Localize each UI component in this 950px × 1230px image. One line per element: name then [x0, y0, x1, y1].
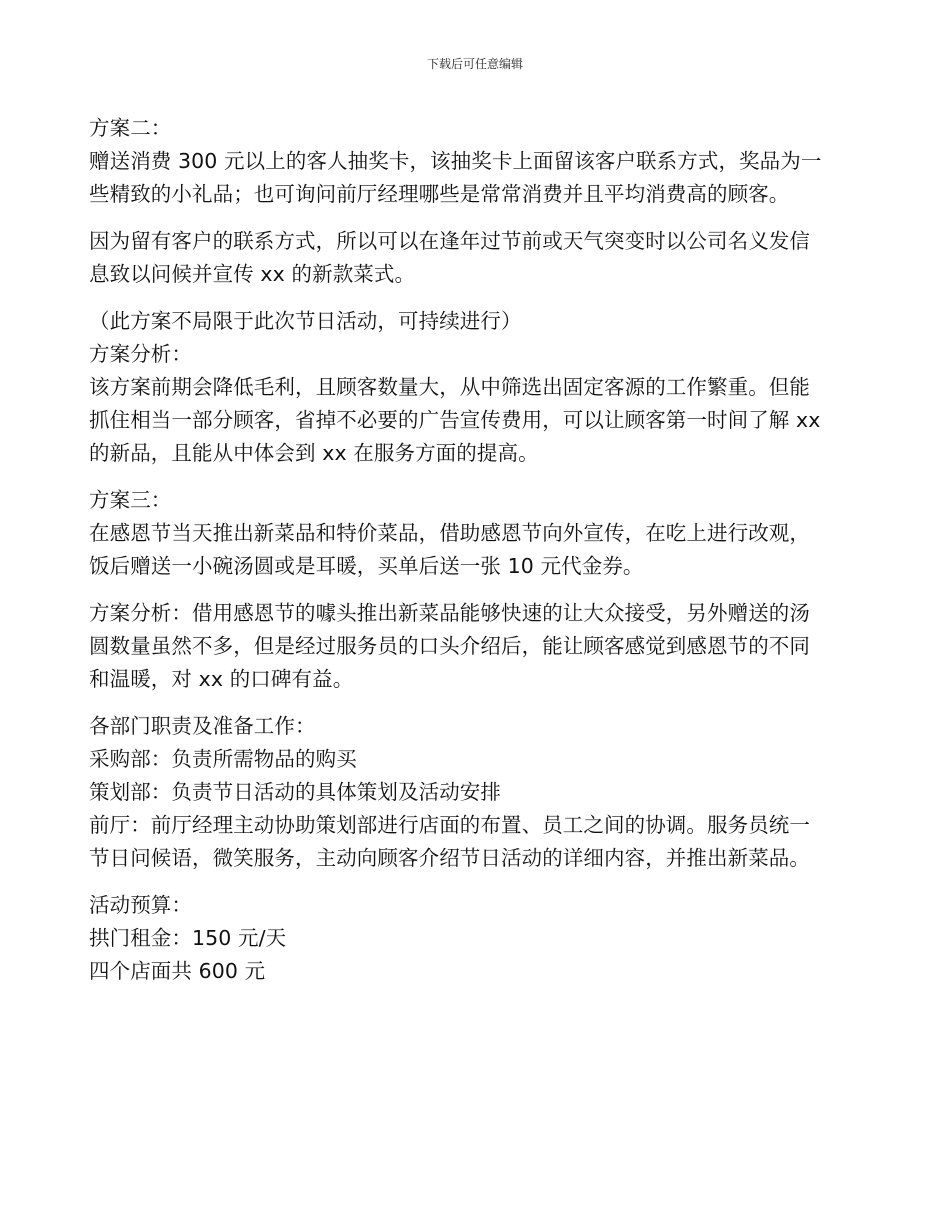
paragraph-contact-follow-up [89, 225, 859, 291]
paragraph-plan-three-analysis [89, 597, 859, 696]
paragraph-plan-three [89, 484, 859, 583]
text-line: 因为留有客户的联系方式，所以可以在逢年过节前或天气突变时以公司名义发信 [89, 229, 810, 253]
text-line: 的新品，且能从中体会到 xx 在服务方面的提高。 [89, 441, 539, 465]
text-line: 四个店面共 600 元 [89, 959, 266, 983]
text-line: 些精致的小礼品；也可询问前厅经理哪些是常常消费并且平均消费高的顾客。 [89, 182, 790, 206]
text-line: 策划部：负责节日活动的具体策划及活动安排 [89, 780, 501, 804]
text-line: 方案分析：借用感恩节的噱头推出新菜品能够快速的让大众接受，另外赠送的汤 [89, 601, 810, 625]
text-line: 活动预算： [89, 893, 192, 917]
text-line: 方案三： [89, 488, 172, 512]
text-line: （此方案不局限于此次节日活动，可持续进行） [89, 309, 522, 333]
text-line: 抓住相当一部分顾客，省掉不必要的广告宣传费用，可以让顾客第一时间了解 xx [89, 408, 821, 432]
text-line: 各部门职责及准备工作： [89, 714, 316, 738]
paragraph-activity-budget [89, 889, 859, 988]
paragraph-plan-two-analysis [89, 305, 859, 470]
document-body [89, 112, 859, 988]
text-line: 拱门租金：150 元/天 [89, 926, 287, 950]
text-line: 节日问候语，微笑服务，主动向顾客介绍节日活动的详细内容，并推出新菜品。 [89, 846, 810, 870]
text-line: 前厅：前厅经理主动协助策划部进行店面的布置、员工之间的协调。服务员统一 [89, 813, 810, 837]
paragraph-department-duties [89, 710, 859, 875]
text-line: 息致以问候并宣传 xx 的新款菜式。 [89, 262, 416, 286]
text-line: 和温暖，对 xx 的口碑有益。 [89, 667, 354, 691]
text-line: 采购部：负责所需物品的购买 [89, 747, 357, 771]
text-line: 饭后赠送一小碗汤圆或是耳暖，买单后送一张 10 元代金券。 [89, 554, 644, 578]
text-line: 赠送消费 300 元以上的客人抽奖卡，该抽奖卡上面留该客户联系方式，奖品为一 [89, 149, 822, 173]
text-line: 方案分析： [89, 342, 192, 366]
page-header: 下载后可任意编辑 [426, 57, 523, 71]
text-line: 圆数量虽然不多，但是经过服务员的口头介绍后，能让顾客感觉到感恩节的不同 [89, 634, 810, 658]
paragraph-plan-two [89, 112, 859, 211]
text-line: 方案二： [89, 116, 172, 140]
text-line: 该方案前期会降低毛利，且顾客数量大，从中筛选出固定客源的工作繁重。但能 [89, 375, 810, 399]
text-line: 在感恩节当天推出新菜品和特价菜品，借助感恩节向外宣传，在吃上进行改观， [89, 521, 810, 545]
